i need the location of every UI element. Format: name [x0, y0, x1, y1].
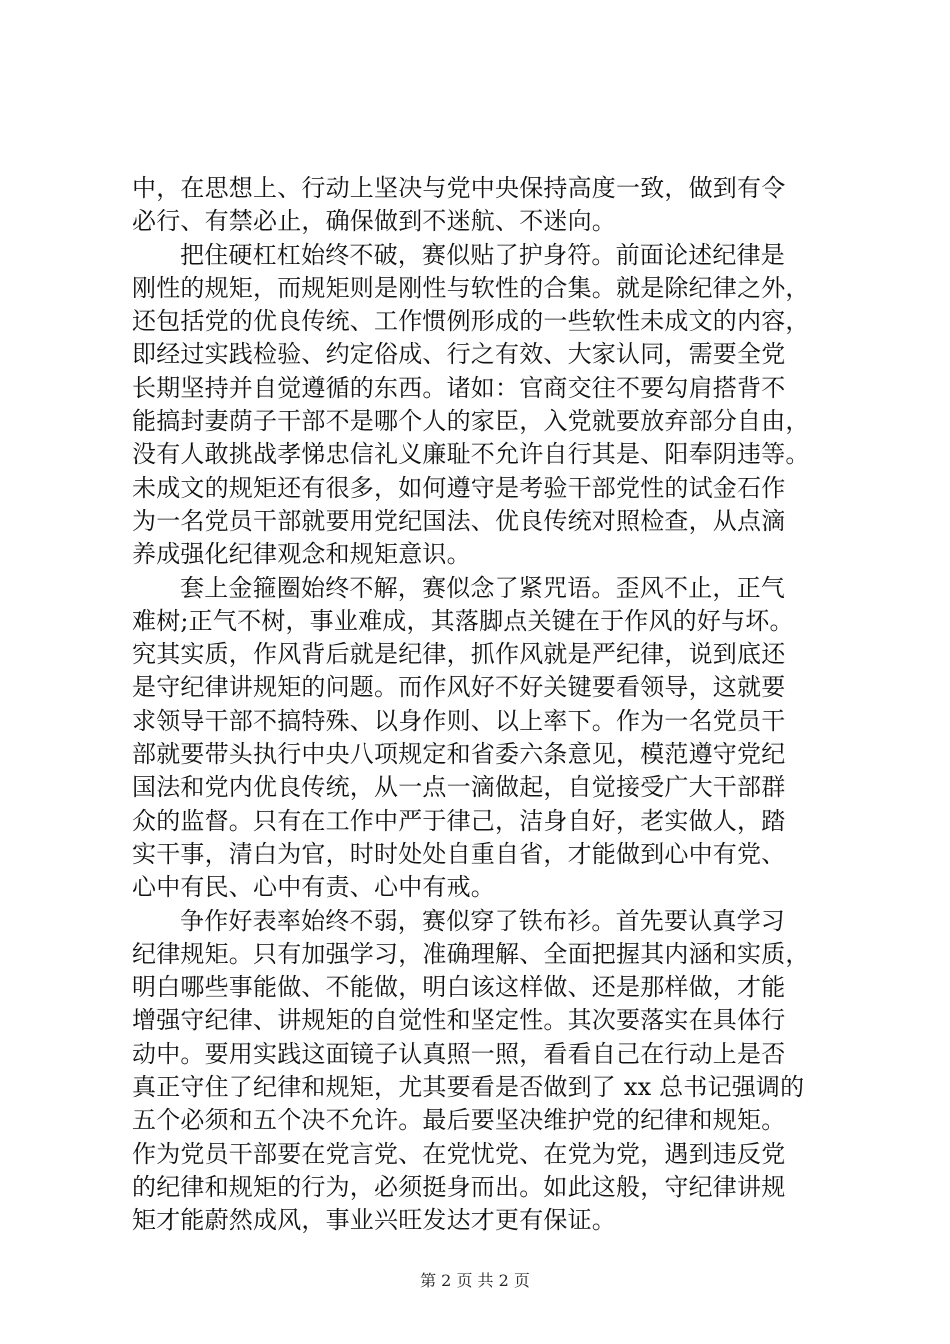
text-line: 养成强化纪律观念和规矩意识。	[132, 540, 471, 569]
text-line: 矩才能蔚然成风，事业兴旺发达才更有保证。	[132, 1206, 616, 1235]
body-text	[132, 172, 832, 1238]
text-line: 增强守纪律、讲规矩的自觉性和坚定性。其次要落实在具体行	[132, 1006, 786, 1035]
text-line: 能搞封妻荫子干部不是哪个人的家臣，入党就要放弃部分自由，	[132, 407, 810, 436]
text-line: 长期坚持并自觉遵循的东西。诸如：官商交往不要勾肩搭背不	[132, 373, 786, 402]
text-line: 难树;正气不树，事业难成，其落脚点关键在于作风的好与坏。	[132, 606, 794, 635]
text-line: 是守纪律讲规矩的问题。而作风好不好关键要看领导，这就要	[132, 673, 786, 702]
paragraph-first-line: 把住硬杠杠始终不破，赛似贴了护身符。前面论述纪律是	[180, 240, 785, 269]
paragraph-first-line: 套上金箍圈始终不解，赛似念了紧咒语。歪风不止，正气	[180, 573, 785, 602]
page-footer: 第 2 页 共 2 页	[420, 1271, 530, 1290]
text-line: 真正守住了纪律和规矩，尤其要看是否做到了 xx 总书记强调的	[132, 1073, 805, 1102]
text-line: 的纪律和规矩的行为，必须挺身而出。如此这般，守纪律讲规	[132, 1172, 786, 1201]
text-line: 众的监督。只有在工作中严于律己，洁身自好，老实做人，踏	[132, 806, 786, 835]
text-line: 必行、有禁必止，确保做到不迷航、不迷向。	[132, 207, 616, 236]
text-line: 动中。要用实践这面镜子认真照一照，看看自己在行动上是否	[132, 1039, 786, 1068]
text-line: 部就要带头执行中央八项规定和省委六条意见，模范遵守党纪	[132, 740, 786, 769]
text-line: 明白哪些事能做、不能做，明白该这样做、还是那样做，才能	[132, 973, 786, 1002]
text-line: 究其实质，作风背后就是纪律，抓作风就是严纪律，说到底还	[132, 640, 786, 669]
text-line: 为一名党员干部就要用党纪国法、优良传统对照检查，从点滴	[132, 506, 786, 535]
text-line: 实干事，清白为官，时时处处自重自省，才能做到心中有党、	[132, 839, 786, 868]
text-line: 中，在思想上、行动上坚决与党中央保持高度一致，做到有令	[132, 174, 786, 202]
text-line: 还包括党的优良传统、工作惯例形成的一些软性未成文的内容，	[132, 307, 810, 336]
text-line: 刚性的规矩，而规矩则是刚性与软性的合集。就是除纪律之外，	[132, 273, 810, 302]
text-line: 即经过实践检验、约定俗成、行之有效、大家认同，需要全党	[132, 340, 786, 369]
paragraph-first-line: 争作好表率始终不弱，赛似穿了铁布衫。首先要认真学习	[180, 906, 785, 935]
text-line: 没有人敢挑战孝悌忠信礼义廉耻不允许自行其是、阳奉阴违等。	[132, 440, 810, 469]
text-line: 求领导干部不搞特殊、以身作则、以上率下。作为一名党员干	[132, 706, 786, 735]
text-line: 纪律规矩。只有加强学习，准确理解、全面把握其内涵和实质，	[132, 939, 810, 968]
text-line: 五个必须和五个决不允许。最后要坚决维护党的纪律和规矩。	[132, 1106, 786, 1135]
text-line: 未成文的规矩还有很多，如何遵守是考验干部党性的试金石作	[132, 473, 786, 502]
text-line: 心中有民、心中有责、心中有戒。	[132, 873, 495, 902]
text-line: 国法和党内优良传统，从一点一滴做起，自觉接受广大干部群	[132, 773, 786, 802]
text-line: 作为党员干部要在党言党、在党忧党、在党为党，遇到违反党	[132, 1139, 786, 1168]
